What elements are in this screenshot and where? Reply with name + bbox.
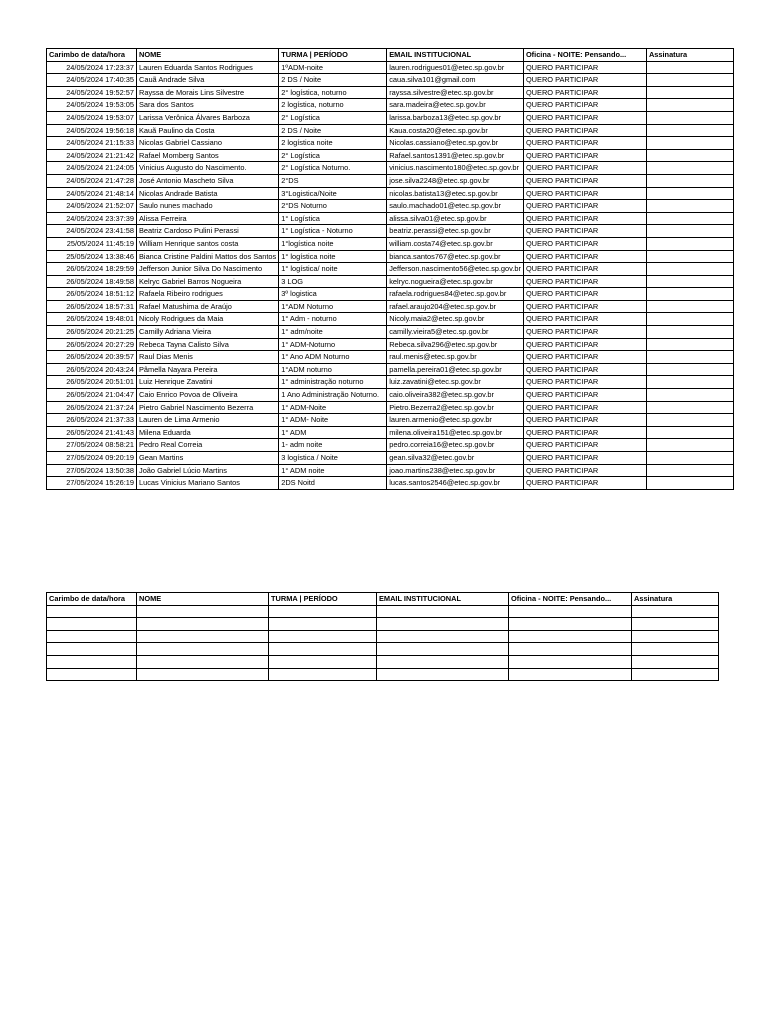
cell-email: lauren.armenio@etec.sp.gov.br (387, 414, 524, 427)
cell-name: Nicolas Andrade Batista (137, 187, 279, 200)
cell-workshop: QUERO PARTICIPAR (523, 275, 646, 288)
blank-signup-table (46, 592, 719, 681)
cell-workshop: QUERO PARTICIPAR (523, 200, 646, 213)
blank-cell-class-period (269, 655, 377, 668)
cell-name: Rafael Matushima de Araújo (137, 300, 279, 313)
cell-class-period: 2° Logística (279, 111, 387, 124)
cell-timestamp: 26/05/2024 18:49:58 (47, 275, 137, 288)
cell-signature (646, 464, 733, 477)
table-row (47, 452, 734, 465)
cell-signature (646, 363, 733, 376)
cell-timestamp: 26/05/2024 20:27:29 (47, 338, 137, 351)
cell-name: Gean Martins (137, 452, 279, 465)
blank-cell-name (137, 618, 269, 631)
cell-workshop: QUERO PARTICIPAR (523, 300, 646, 313)
blank-cell-timestamp (47, 655, 137, 668)
cell-class-period: 2 logística, noturno (279, 99, 387, 112)
cell-email: pamella.pereira01@etec.sp.gov.br (387, 363, 524, 376)
cell-workshop: QUERO PARTICIPAR (523, 225, 646, 238)
cell-signature (646, 137, 733, 150)
table-row (47, 401, 734, 414)
table-row (47, 111, 734, 124)
table-row (47, 338, 734, 351)
cell-signature (646, 338, 733, 351)
header-email: EMAIL INSTITUCIONAL (377, 593, 509, 606)
cell-name: Pietro Gabriel Nascimento Bezerra (137, 401, 279, 414)
cell-signature (646, 212, 733, 225)
cell-email: camilly.vieira5@etec.sp.gov.br (387, 326, 524, 339)
blank-cell-class-period (269, 643, 377, 656)
cell-class-period: 1°ADM noturno (279, 363, 387, 376)
cell-class-period: 1°ADM Noturno (279, 300, 387, 313)
cell-name: Nicoly Rodrigues da Maia (137, 313, 279, 326)
cell-email: Nicoly.maia2@etec.sp.gov.br (387, 313, 524, 326)
cell-workshop: QUERO PARTICIPAR (523, 149, 646, 162)
cell-workshop: QUERO PARTICIPAR (523, 111, 646, 124)
cell-class-period: 3 logística / Noite (279, 452, 387, 465)
cell-class-period: 1° ADM- Noite (279, 414, 387, 427)
cell-signature (646, 61, 733, 74)
cell-class-period: 2 DS / Noite (279, 74, 387, 87)
cell-workshop: QUERO PARTICIPAR (523, 187, 646, 200)
cell-name: Bianca Cristine Paldini Mattos dos Santos (137, 250, 279, 263)
cell-name: Cauã Andrade Silva (137, 74, 279, 87)
cell-signature (646, 162, 733, 175)
cell-timestamp: 27/05/2024 13:50:38 (47, 464, 137, 477)
blank-cell-timestamp (47, 643, 137, 656)
cell-workshop: QUERO PARTICIPAR (523, 477, 646, 490)
cell-name: Lauren Eduarda Santos Rodrigues (137, 61, 279, 74)
cell-class-period: 2° Logística Noturno. (279, 162, 387, 175)
cell-email: lucas.santos2546@etec.sp.gov.br (387, 477, 524, 490)
table-row (47, 300, 734, 313)
table-row (47, 389, 734, 402)
cell-name: Larissa Verônica Álvares Barboza (137, 111, 279, 124)
cell-workshop: QUERO PARTICIPAR (523, 250, 646, 263)
cell-class-period: 1° Adm - noturno (279, 313, 387, 326)
cell-timestamp: 24/05/2024 21:52:07 (47, 200, 137, 213)
blank-cell-email (377, 605, 509, 618)
cell-timestamp: 24/05/2024 19:56:18 (47, 124, 137, 137)
cell-signature (646, 99, 733, 112)
cell-name: Jefferson Junior Silva Do Nascimento (137, 263, 279, 276)
cell-class-period: 3º logistica (279, 288, 387, 301)
cell-signature (646, 200, 733, 213)
cell-class-period: 2 logística noite (279, 137, 387, 150)
cell-timestamp: 26/05/2024 21:41:43 (47, 426, 137, 439)
blank-cell-workshop (509, 668, 632, 681)
cell-timestamp: 26/05/2024 21:04:47 (47, 389, 137, 402)
cell-name: Luiz Henrique Zavatini (137, 376, 279, 389)
cell-name: Milena Eduarda (137, 426, 279, 439)
blank-cell-timestamp (47, 618, 137, 631)
cell-timestamp: 24/05/2024 17:40:35 (47, 74, 137, 87)
cell-email: caua.silva101@gmail.com (387, 74, 524, 87)
cell-email: pedro.correia16@etec.sp.gov.br (387, 439, 524, 452)
blank-cell-email (377, 655, 509, 668)
blank-row (47, 605, 719, 618)
blank-cell-name (137, 605, 269, 618)
cell-workshop: QUERO PARTICIPAR (523, 313, 646, 326)
cell-email: rafael.araujo204@etec.sp.gov.br (387, 300, 524, 313)
cell-name: José Antonio Mascheto Silva (137, 174, 279, 187)
blank-cell-signature (632, 605, 719, 618)
cell-timestamp: 24/05/2024 23:37:39 (47, 212, 137, 225)
cell-class-period: 1° Logística (279, 212, 387, 225)
cell-email: Rafael.santos1391@etec.sp.gov.br (387, 149, 524, 162)
blank-row (47, 643, 719, 656)
cell-email: joao.martins238@etec.sp.gov.br (387, 464, 524, 477)
cell-email: lauren.rodrigues01@etec.sp.gov.br (387, 61, 524, 74)
blank-cell-class-period (269, 630, 377, 643)
signup-table (46, 48, 734, 490)
blank-row (47, 630, 719, 643)
cell-timestamp: 27/05/2024 09:20:19 (47, 452, 137, 465)
header-name: NOME (137, 49, 279, 62)
cell-workshop: QUERO PARTICIPAR (523, 338, 646, 351)
cell-class-period: 1° logística noite (279, 250, 387, 263)
cell-name: Rebeca Tayna Calisto Silva (137, 338, 279, 351)
cell-name: Rafaela Ribeiro rodrigues (137, 288, 279, 301)
cell-signature (646, 86, 733, 99)
header-row (47, 593, 719, 606)
cell-email: nicolas.batista13@etec.sp.gov.br (387, 187, 524, 200)
cell-email: rayssa.silvestre@etec.sp.gov.br (387, 86, 524, 99)
blank-row (47, 655, 719, 668)
cell-email: luiz.zavatini@etec.sp.gov.br (387, 376, 524, 389)
cell-workshop: QUERO PARTICIPAR (523, 363, 646, 376)
blank-cell-name (137, 643, 269, 656)
cell-timestamp: 26/05/2024 20:51:01 (47, 376, 137, 389)
cell-signature (646, 426, 733, 439)
cell-workshop: QUERO PARTICIPAR (523, 174, 646, 187)
cell-signature (646, 263, 733, 276)
header-workshop: Oficina - NOITE: Pensando... (509, 593, 632, 606)
table-row (47, 99, 734, 112)
cell-signature (646, 174, 733, 187)
cell-class-period: 2 DS / Noite (279, 124, 387, 137)
cell-signature (646, 389, 733, 402)
cell-name: Pedro Real Correia (137, 439, 279, 452)
cell-workshop: QUERO PARTICIPAR (523, 414, 646, 427)
blank-cell-workshop (509, 643, 632, 656)
cell-timestamp: 24/05/2024 21:15:33 (47, 137, 137, 150)
header-class-period: TURMA | PERÍODO (279, 49, 387, 62)
blank-cell-signature (632, 618, 719, 631)
cell-class-period: 1ºADM-noite (279, 61, 387, 74)
cell-signature (646, 300, 733, 313)
cell-workshop: QUERO PARTICIPAR (523, 212, 646, 225)
cell-email: beatriz.perassi@etec.sp.gov.br (387, 225, 524, 238)
cell-email: saulo.machado01@etec.sp.gov.br (387, 200, 524, 213)
cell-workshop: QUERO PARTICIPAR (523, 464, 646, 477)
blank-cell-workshop (509, 630, 632, 643)
cell-workshop: QUERO PARTICIPAR (523, 426, 646, 439)
cell-email: kelryc.nogueira@etec.sp.gov.br (387, 275, 524, 288)
cell-timestamp: 27/05/2024 15:26:19 (47, 477, 137, 490)
cell-name: Kauã Paulino da Costa (137, 124, 279, 137)
cell-signature (646, 439, 733, 452)
table-row (47, 212, 734, 225)
table-row (47, 200, 734, 213)
cell-class-period: 1° ADM-Noturno (279, 338, 387, 351)
cell-signature (646, 149, 733, 162)
blank-cell-workshop (509, 618, 632, 631)
blank-cell-email (377, 643, 509, 656)
cell-email: sara.madeira@etec.sp.gov.br (387, 99, 524, 112)
cell-timestamp: 25/05/2024 13:38:46 (47, 250, 137, 263)
cell-email: caio.oliveira382@etec.sp.gov.br (387, 389, 524, 402)
cell-email: Jefferson.nascimento56@etec.sp.gov.br (387, 263, 524, 276)
table-row (47, 237, 734, 250)
cell-signature (646, 250, 733, 263)
cell-timestamp: 26/05/2024 20:39:57 (47, 351, 137, 364)
cell-signature (646, 225, 733, 238)
blank-cell-email (377, 668, 509, 681)
cell-email: bianca.santos767@etec.sp.gov.br (387, 250, 524, 263)
cell-workshop: QUERO PARTICIPAR (523, 351, 646, 364)
cell-email: raul.menis@etec.sp.gov.br (387, 351, 524, 364)
header-email: EMAIL INSTITUCIONAL (387, 49, 524, 62)
blank-row (47, 668, 719, 681)
cell-signature (646, 111, 733, 124)
cell-signature (646, 313, 733, 326)
cell-timestamp: 26/05/2024 21:37:33 (47, 414, 137, 427)
cell-class-period: 1° administração noturno (279, 376, 387, 389)
cell-workshop: QUERO PARTICIPAR (523, 376, 646, 389)
cell-email: gean.silva32@etec.gov.br (387, 452, 524, 465)
cell-name: Raul Dias Menis (137, 351, 279, 364)
cell-workshop: QUERO PARTICIPAR (523, 452, 646, 465)
cell-signature (646, 351, 733, 364)
cell-timestamp: 26/05/2024 20:21:25 (47, 326, 137, 339)
cell-class-period: 1° ADM noite (279, 464, 387, 477)
cell-class-period: 1 Ano Administração Noturno. (279, 389, 387, 402)
blank-cell-class-period (269, 605, 377, 618)
cell-workshop: QUERO PARTICIPAR (523, 74, 646, 87)
cell-signature (646, 414, 733, 427)
cell-email: Pietro.Bezerra2@etec.sp.gov.br (387, 401, 524, 414)
cell-email: william.costa74@etec.sp.gov.br (387, 237, 524, 250)
cell-timestamp: 26/05/2024 18:57:31 (47, 300, 137, 313)
blank-cell-name (137, 630, 269, 643)
table-row (47, 376, 734, 389)
cell-name: Nicolas Gabriel Cassiano (137, 137, 279, 150)
cell-email: rafaela.rodrigues84@etec.sp.gov.br (387, 288, 524, 301)
cell-workshop: QUERO PARTICIPAR (523, 401, 646, 414)
cell-timestamp: 24/05/2024 21:21:42 (47, 149, 137, 162)
header-class-period: TURMA | PERÍODO (269, 593, 377, 606)
blank-cell-email (377, 618, 509, 631)
cell-class-period: 3°Logistica/Noite (279, 187, 387, 200)
cell-timestamp: 24/05/2024 21:24:05 (47, 162, 137, 175)
table-row (47, 414, 734, 427)
cell-workshop: QUERO PARTICIPAR (523, 137, 646, 150)
cell-class-period: 1° Ano ADM Noturno (279, 351, 387, 364)
cell-name: Beatriz Cardoso Pulini Perassi (137, 225, 279, 238)
cell-name: Lauren de Lima Armenio (137, 414, 279, 427)
blank-cell-timestamp (47, 630, 137, 643)
cell-workshop: QUERO PARTICIPAR (523, 439, 646, 452)
cell-class-period: 1- adm noite (279, 439, 387, 452)
cell-workshop: QUERO PARTICIPAR (523, 162, 646, 175)
cell-name: William Henrique santos costa (137, 237, 279, 250)
cell-class-period: 2° logística, noturno (279, 86, 387, 99)
cell-workshop: QUERO PARTICIPAR (523, 86, 646, 99)
cell-name: Saulo nunes machado (137, 200, 279, 213)
cell-workshop: QUERO PARTICIPAR (523, 99, 646, 112)
cell-timestamp: 24/05/2024 21:47:28 (47, 174, 137, 187)
cell-name: João Gabriel Lúcio Martins (137, 464, 279, 477)
cell-class-period: 1° Logística - Noturno (279, 225, 387, 238)
blank-cell-name (137, 668, 269, 681)
cell-timestamp: 24/05/2024 17:23:37 (47, 61, 137, 74)
cell-name: Caio Enrico Povoa de Oliveira (137, 389, 279, 402)
table-row (47, 464, 734, 477)
cell-workshop: QUERO PARTICIPAR (523, 326, 646, 339)
cell-signature (646, 124, 733, 137)
header-row (47, 49, 734, 62)
table-row (47, 477, 734, 490)
cell-signature (646, 401, 733, 414)
cell-email: larissa.barboza13@etec.sp.gov.br (387, 111, 524, 124)
cell-signature (646, 187, 733, 200)
cell-class-period: 3 LOG (279, 275, 387, 288)
cell-timestamp: 24/05/2024 19:53:05 (47, 99, 137, 112)
table-row (47, 187, 734, 200)
cell-email: Rebeca.silva296@etec.sp.gov.br (387, 338, 524, 351)
header-workshop: Oficina - NOITE: Pensando... (523, 49, 646, 62)
cell-name: Pâmella Nayara Pereira (137, 363, 279, 376)
cell-timestamp: 26/05/2024 18:51:12 (47, 288, 137, 301)
cell-name: Lucas Vinicius Mariano Santos (137, 477, 279, 490)
header-signature: Assinatura (646, 49, 733, 62)
cell-class-period: 2DS Noitd (279, 477, 387, 490)
cell-name: Rafael Momberg Santos (137, 149, 279, 162)
cell-timestamp: 24/05/2024 19:53:07 (47, 111, 137, 124)
blank-row (47, 618, 719, 631)
cell-name: Rayssa de Morais Lins Silvestre (137, 86, 279, 99)
cell-timestamp: 24/05/2024 23:41:58 (47, 225, 137, 238)
blank-cell-workshop (509, 605, 632, 618)
table-row (47, 326, 734, 339)
cell-workshop: QUERO PARTICIPAR (523, 61, 646, 74)
blank-cell-timestamp (47, 668, 137, 681)
table-row (47, 250, 734, 263)
table-row (47, 174, 734, 187)
cell-signature (646, 326, 733, 339)
blank-cell-signature (632, 643, 719, 656)
table-row (47, 86, 734, 99)
cell-timestamp: 26/05/2024 19:48:01 (47, 313, 137, 326)
table-row (47, 61, 734, 74)
table-row (47, 288, 734, 301)
cell-class-period: 1° ADM-Noite (279, 401, 387, 414)
cell-signature (646, 452, 733, 465)
table-row (47, 363, 734, 376)
table-row (47, 275, 734, 288)
table-row (47, 313, 734, 326)
cell-class-period: 2°DS Noturno (279, 200, 387, 213)
table-row (47, 351, 734, 364)
cell-name: Kelryc Gabriel Barros Nogueira (137, 275, 279, 288)
cell-workshop: QUERO PARTICIPAR (523, 263, 646, 276)
blank-cell-name (137, 655, 269, 668)
blank-cell-signature (632, 630, 719, 643)
cell-email: Kaua.costa20@etec.sp.gov.br (387, 124, 524, 137)
table-row (47, 263, 734, 276)
cell-signature (646, 237, 733, 250)
blank-cell-workshop (509, 655, 632, 668)
cell-timestamp: 26/05/2024 20:43:24 (47, 363, 137, 376)
header-timestamp: Carimbo de data/hora (47, 593, 137, 606)
cell-signature (646, 376, 733, 389)
cell-workshop: QUERO PARTICIPAR (523, 288, 646, 301)
cell-name: Vinicius Augusto do Nascimento. (137, 162, 279, 175)
cell-email: vinicius.nascimento180@etec.sp.gov.br (387, 162, 524, 175)
table-row (47, 439, 734, 452)
cell-name: Alissa Ferreira (137, 212, 279, 225)
table-row (47, 74, 734, 87)
cell-class-period: 1°logística noite (279, 237, 387, 250)
cell-email: milena.oliveira151@etec.sp.gov.br (387, 426, 524, 439)
header-signature: Assinatura (632, 593, 719, 606)
cell-email: jose.silva2248@etec.sp.gov.br (387, 174, 524, 187)
cell-class-period: 2°DS (279, 174, 387, 187)
cell-signature (646, 74, 733, 87)
cell-signature (646, 288, 733, 301)
cell-name: Camilly Adriana Vieira (137, 326, 279, 339)
cell-timestamp: 24/05/2024 21:48:14 (47, 187, 137, 200)
cell-class-period: 1° adm/noite (279, 326, 387, 339)
cell-name: Sara dos Santos (137, 99, 279, 112)
cell-workshop: QUERO PARTICIPAR (523, 389, 646, 402)
cell-class-period: 1° logística/ noite (279, 263, 387, 276)
table-row (47, 137, 734, 150)
cell-class-period: 2° Logística (279, 149, 387, 162)
cell-class-period: 1° ADM (279, 426, 387, 439)
blank-cell-email (377, 630, 509, 643)
blank-cell-timestamp (47, 605, 137, 618)
table-row (47, 162, 734, 175)
table-row (47, 426, 734, 439)
blank-cell-class-period (269, 668, 377, 681)
cell-timestamp: 25/05/2024 11:45:19 (47, 237, 137, 250)
cell-workshop: QUERO PARTICIPAR (523, 124, 646, 137)
header-timestamp: Carimbo de data/hora (47, 49, 137, 62)
cell-email: alissa.silva01@etec.sp.gov.br (387, 212, 524, 225)
cell-timestamp: 27/05/2024 08:58:21 (47, 439, 137, 452)
cell-signature (646, 477, 733, 490)
blank-cell-signature (632, 655, 719, 668)
table-row (47, 124, 734, 137)
cell-workshop: QUERO PARTICIPAR (523, 237, 646, 250)
header-name: NOME (137, 593, 269, 606)
cell-timestamp: 24/05/2024 19:52:57 (47, 86, 137, 99)
blank-cell-class-period (269, 618, 377, 631)
cell-timestamp: 26/05/2024 21:37:24 (47, 401, 137, 414)
blank-cell-signature (632, 668, 719, 681)
table-row (47, 225, 734, 238)
cell-email: Nicolas.cassiano@etec.sp.gov.br (387, 137, 524, 150)
cell-timestamp: 26/05/2024 18:29:59 (47, 263, 137, 276)
table-row (47, 149, 734, 162)
cell-signature (646, 275, 733, 288)
